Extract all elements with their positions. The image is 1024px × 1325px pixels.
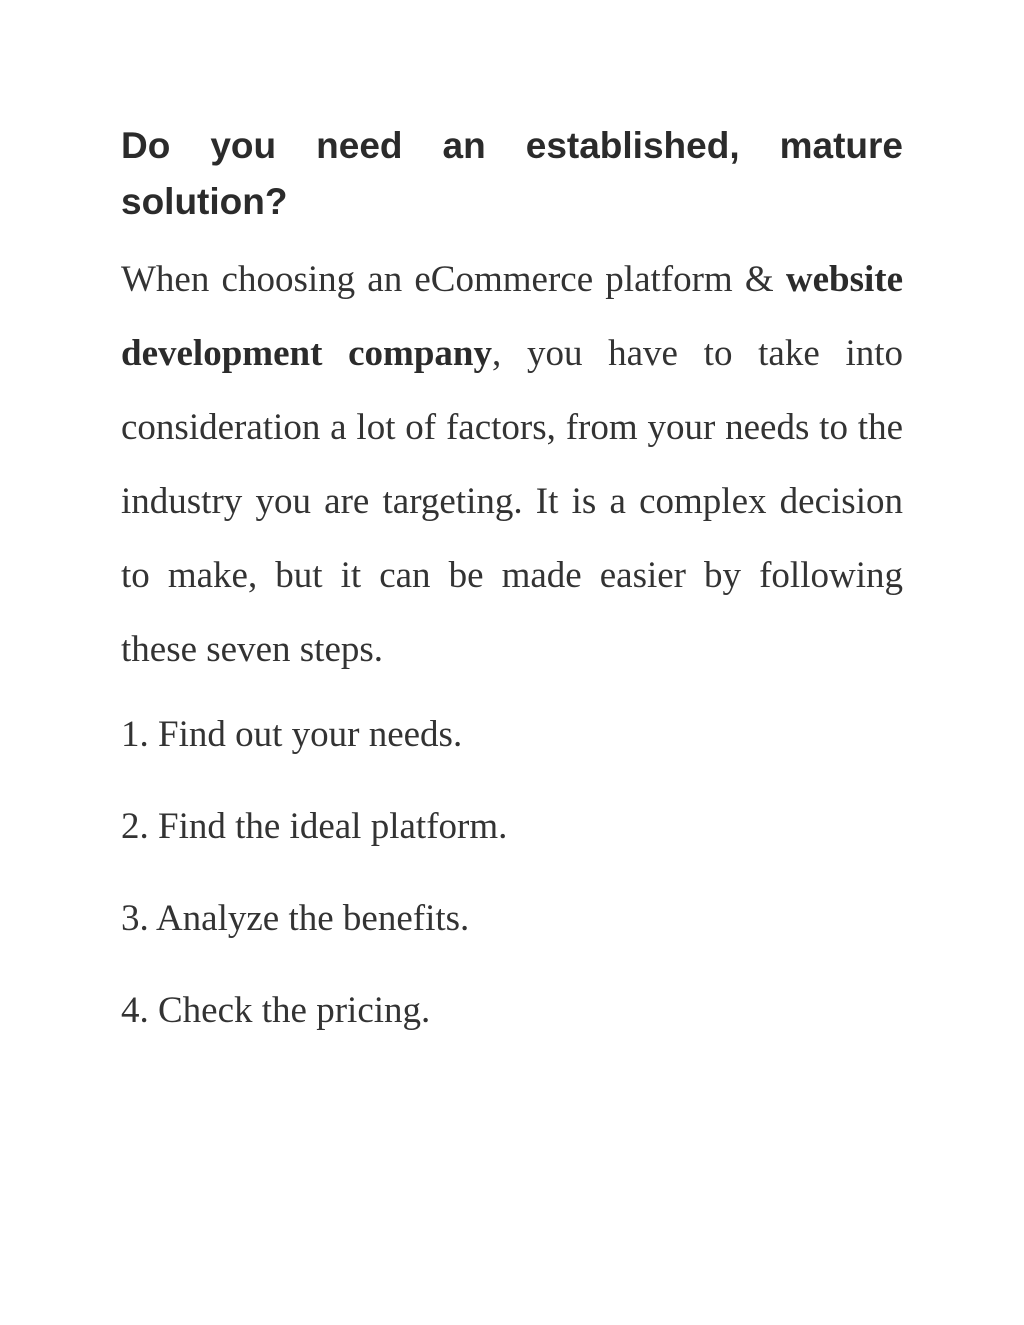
list-item: 4. Check the pricing. — [121, 990, 431, 1031]
list-item: 3. Analyze the benefits. — [121, 898, 470, 939]
section-heading: Do you need an established, mature solution? — [121, 125, 903, 222]
emphasis-text: website development company — [121, 259, 903, 374]
list-item: 1. Find out your needs. — [121, 714, 463, 755]
document-page — [121, 118, 903, 1075]
intro-text: When choosing an eCommerce platform & — [121, 259, 774, 300]
list-item: 2. Find the ideal platform. — [121, 806, 508, 847]
paragraph-rest: , you have to take into consideration a lot of factors, from your needs to the industry you are targeting. It is a complex decision to make, but it can be made easier by following these seven steps. — [121, 333, 903, 670]
steps-list — [121, 707, 903, 1039]
intro-paragraph — [121, 243, 903, 687]
